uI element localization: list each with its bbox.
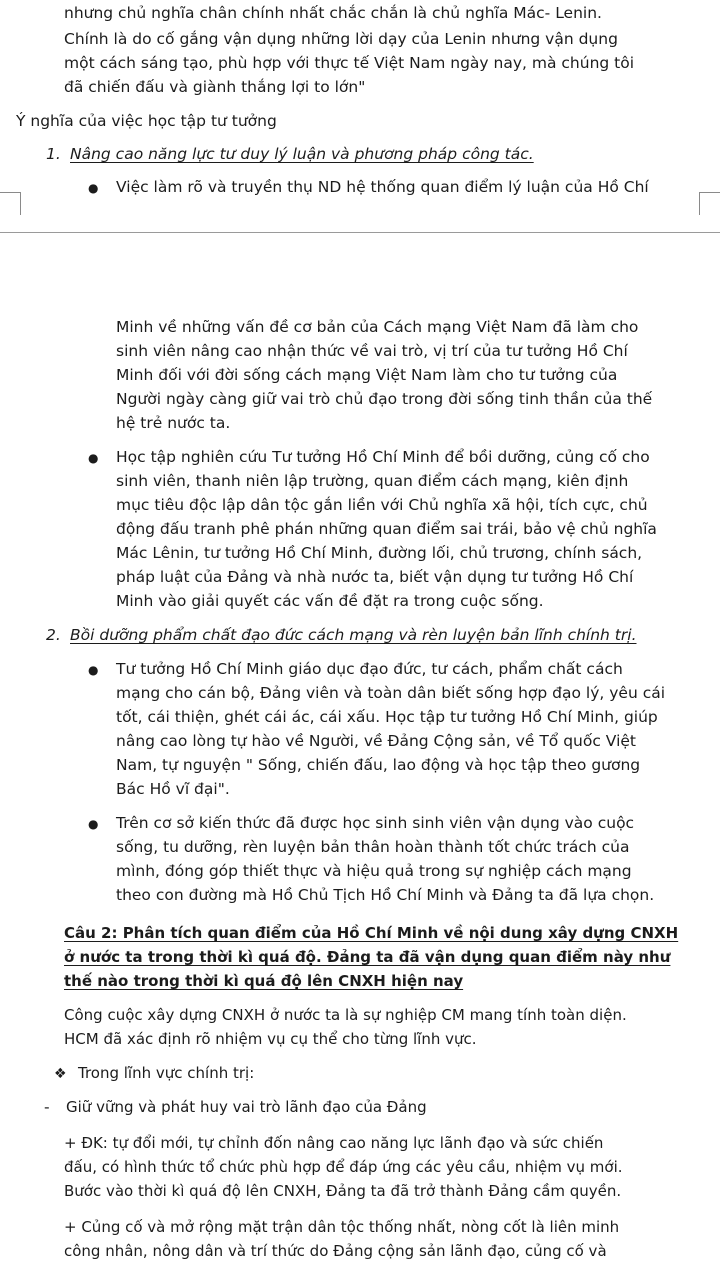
item2-bullet1-line: Nam, tự nguyện " Sống, chiến đấu, lao động và học tập theo gương bbox=[116, 756, 641, 774]
politics-heading: Trong lĩnh vực chính trị: bbox=[78, 1064, 255, 1082]
politics-dash-item: Giữ vững và phát huy vai trò lãnh đạo của Đảng bbox=[66, 1098, 427, 1116]
item2-title: Bồi dưỡng phẩm chất đạo đức cách mạng và rèn luyện bản lĩnh chính trị. bbox=[70, 626, 637, 644]
politics-p2-line: + Củng cố và mở rộng mặt trận dân tộc thống nhất, nòng cốt là liên minh bbox=[64, 1218, 620, 1236]
question2-heading-line: ở nước ta trong thời kì quá độ. Đảng ta đã vận dụng quan điểm này như bbox=[64, 948, 671, 966]
item1-bullet1-line: Người ngày càng giữ vai trò chủ đạo trong đời sống tinh thần của thế bbox=[116, 390, 653, 408]
item1-bullet1-line: Việc làm rõ và truyền thụ ND hệ thống quan điểm lý luận của Hồ Chí bbox=[116, 178, 649, 196]
page-break bbox=[0, 232, 720, 267]
politics-p1-line: + ĐK: tự đổi mới, tự chỉnh đốn nâng cao năng lực lãnh đạo và sức chiến bbox=[64, 1134, 604, 1152]
item2-bullet2-line: Trên cơ sở kiến thức đã được học sinh sinh viên vận dụng vào cuộc bbox=[116, 814, 635, 832]
section-heading: Ý nghĩa của việc học tập tư tưởng bbox=[16, 112, 277, 130]
item1-bullet1-line: hệ trẻ nước ta. bbox=[116, 414, 231, 432]
item1-bullet1-line: Minh về những vấn đề cơ bản của Cách mạng Việt Nam đã làm cho bbox=[116, 318, 639, 336]
item1-bullet1-line: sinh viên nâng cao nhận thức về vai trò, vị trí của tư tưởng Hồ Chí bbox=[116, 342, 628, 360]
item2-bullet1-line: tốt, cái thiện, ghét cái ác, cái xấu. Học tập tư tưởng Hồ Chí Minh, giúp bbox=[116, 708, 658, 726]
item1-bullet2-line: Minh vào giải quyết các vấn đề đặt ra trong cuộc sống. bbox=[116, 592, 544, 610]
document-page-lower bbox=[0, 266, 720, 1280]
item2-bullet1-line: nâng cao lòng tự hào về Người, về Đảng Cộng sản, về Tổ quốc Việt bbox=[116, 732, 636, 750]
item1-bullet2-line: mục tiêu độc lập dân tộc gắn liền với Chủ nghĩa xã hội, tích cực, chủ bbox=[116, 496, 648, 514]
question2-intro-line: Công cuộc xây dựng CNXH ở nước ta là sự nghiệp CM mang tính toàn diện. bbox=[64, 1006, 627, 1024]
bullet-icon: ● bbox=[88, 663, 99, 677]
intro-quote-line: Chính là do cố gắng vận dụng những lời dạy của Lenin nhưng vận dụng bbox=[64, 30, 618, 48]
intro-quote-line: một cách sáng tạo, phù hợp với thực tế Việt Nam ngày nay, mà chúng tôi bbox=[64, 54, 635, 72]
question2-heading-line: Câu 2: Phân tích quan điểm của Hồ Chí Minh về nội dung xây dựng CNXH bbox=[64, 924, 679, 942]
crop-mark-icon bbox=[0, 192, 21, 215]
item2-bullet2-line: sống, tu dưỡng, rèn luyện bản thân hoàn thành tốt chức trách của bbox=[116, 838, 630, 856]
question2-heading-line: thế nào trong thời kì quá độ lên CNXH hiện nay bbox=[64, 972, 464, 990]
crop-mark-icon bbox=[699, 192, 720, 215]
item1-bullet2-line: sinh viên, thanh niên lập trường, quan điểm cách mạng, kiên định bbox=[116, 472, 629, 490]
item1-bullet2-line: pháp luật của Đảng và nhà nước ta, biết vận dụng tư tưởng Hồ Chí bbox=[116, 568, 634, 586]
question2-intro-line: HCM đã xác định rõ nhiệm vụ cụ thể cho từng lĩnh vực. bbox=[64, 1030, 477, 1048]
politics-p1-line: Bước vào thời kì quá độ lên CNXH, Đảng ta đã trở thành Đảng cầm quyền. bbox=[64, 1182, 622, 1200]
intro-quote-line: nhưng chủ nghĩa chân chính nhất chắc chắn là chủ nghĩa Mác- Lenin. bbox=[64, 4, 602, 22]
item1-bullet2-line: Mác Lênin, tư tưởng Hồ Chí Minh, đường lối, chủ trương, chính sách, bbox=[116, 544, 643, 562]
item2-bullet2-line: mình, đóng góp thiết thực và hiệu quả trong sự nghiệp cách mạng bbox=[116, 862, 632, 880]
document-page-upper bbox=[0, 0, 720, 232]
item2-bullet1-line: mạng cho cán bộ, Đảng viên và toàn dân biết sống hợp đạo lý, yêu cái bbox=[116, 684, 666, 702]
bullet-icon: ● bbox=[88, 817, 99, 831]
politics-p2-line: công nhân, nông dân và trí thức do Đảng cộng sản lãnh đạo, củng cố và bbox=[64, 1242, 607, 1260]
item2-bullet1-line: Tư tưởng Hồ Chí Minh giáo dục đạo đức, tư cách, phẩm chất cách bbox=[116, 660, 623, 678]
politics-p1-line: đấu, có hình thức tổ chức phù hợp để đáp ứng các yêu cầu, nhiệm vụ mới. bbox=[64, 1158, 623, 1176]
diamond-bullet-icon: ❖ bbox=[54, 1066, 67, 1082]
item1-bullet2-line: Học tập nghiên cứu Tư tưởng Hồ Chí Minh để bồi dưỡng, củng cố cho bbox=[116, 448, 650, 466]
dash-bullet-icon: - bbox=[44, 1098, 50, 1116]
item2-bullet2-line: theo con đường mà Hồ Chủ Tịch Hồ Chí Minh và Đảng ta đã lựa chọn. bbox=[116, 886, 655, 904]
item1-bullet1-line: Minh đối với đời sống cách mạng Việt Nam làm cho tư tưởng của bbox=[116, 366, 618, 384]
item1-number: 1. bbox=[46, 145, 61, 163]
item1-bullet2-line: động đấu tranh phê phán những quan điểm sai trái, bảo vệ chủ nghĩa bbox=[116, 520, 657, 538]
bullet-icon: ● bbox=[88, 181, 99, 195]
bullet-icon: ● bbox=[88, 451, 99, 465]
item2-number: 2. bbox=[46, 626, 61, 644]
item2-bullet1-line: Bác Hồ vĩ đại". bbox=[116, 780, 230, 798]
intro-quote-line: đã chiến đấu và giành thắng lợi to lớn" bbox=[64, 78, 366, 96]
item1-title: Nâng cao năng lực tư duy lý luận và phương pháp công tác. bbox=[70, 145, 534, 163]
